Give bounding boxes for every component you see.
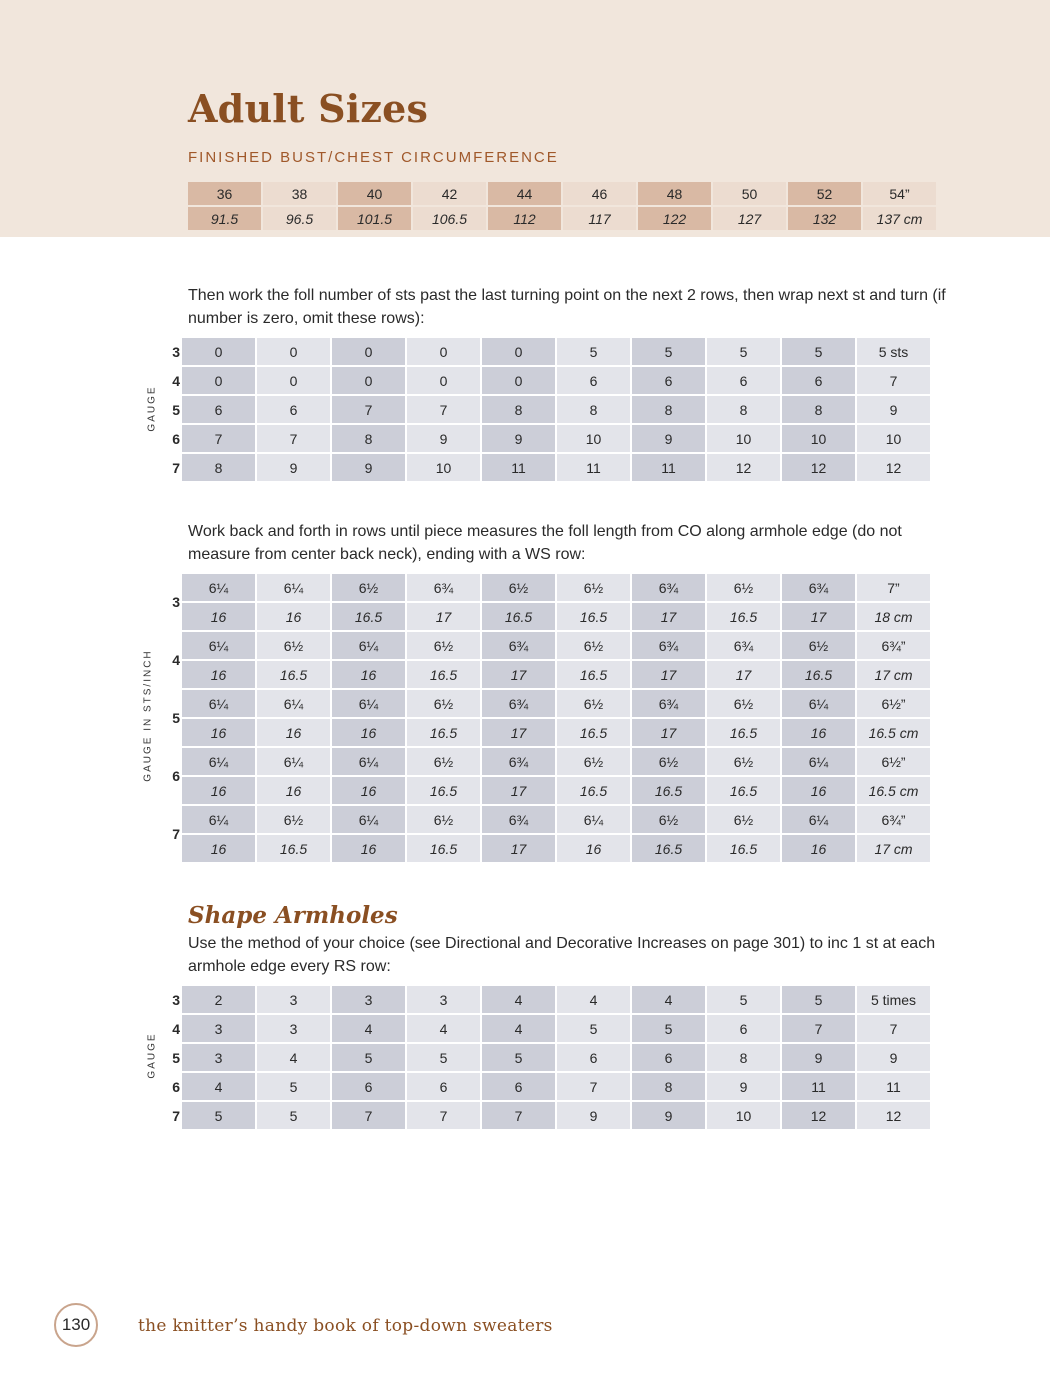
table-cell: 0: [332, 338, 405, 365]
table-cell: 16.5: [707, 835, 780, 862]
table-cell: 5 sts: [857, 338, 930, 365]
size-cell: 46: [563, 182, 636, 205]
table-cell: 16.5: [557, 603, 630, 630]
table-cell: 16.5: [782, 661, 855, 688]
gauge-label: 5: [172, 401, 180, 418]
table-cell: 4: [182, 1073, 255, 1100]
table-row: [166, 454, 930, 481]
table-cell: 5 times: [857, 986, 930, 1013]
table-cell: 6: [482, 1073, 555, 1100]
table-cell: 12: [707, 454, 780, 481]
table-cell: 17: [482, 661, 555, 688]
table-cell: 5: [632, 338, 705, 365]
table-cell: 16.5: [482, 603, 555, 630]
table-cell: 16.5: [407, 777, 480, 804]
table-cell: 5: [332, 1044, 405, 1071]
page-number: 130: [54, 1303, 98, 1347]
table-cell: 12: [782, 1102, 855, 1129]
table2: [164, 572, 932, 864]
table-cell: 0: [257, 338, 330, 365]
table-cell: 0: [182, 367, 255, 394]
table-cell: 7: [407, 396, 480, 423]
table-cell: 6¼: [182, 632, 255, 659]
table-cell: 6½: [632, 806, 705, 833]
table-row-cm: [166, 661, 930, 688]
table-cell: 6½: [782, 632, 855, 659]
size-cell: 40: [338, 182, 411, 205]
table-cell: 6½: [557, 748, 630, 775]
table-cell: 16: [557, 835, 630, 862]
table-cell: 6¼: [257, 690, 330, 717]
table-cell: 16.5: [632, 835, 705, 862]
gauge-label: 5: [172, 1049, 180, 1066]
table-cell: 8: [782, 396, 855, 423]
table-cell: 3: [407, 986, 480, 1013]
table-cell: 10: [782, 425, 855, 452]
table-cell: 17: [632, 603, 705, 630]
table-row: [166, 396, 930, 423]
table-cell: 6¼: [782, 690, 855, 717]
size-table: [186, 180, 938, 232]
table-cell: 17: [707, 661, 780, 688]
size-cell: 44: [488, 182, 561, 205]
table-cell: 16: [782, 777, 855, 804]
size-cell: 38: [263, 182, 336, 205]
table-cell: 17 cm: [857, 661, 930, 688]
table-row: [166, 1073, 930, 1100]
table-cell: 6¾: [632, 632, 705, 659]
table-cell: 16.5: [407, 719, 480, 746]
table-cell: 4: [407, 1015, 480, 1042]
section-heading: Shape Armholes: [188, 902, 398, 929]
table-cell: 6½: [557, 574, 630, 601]
size-cell: 50: [713, 182, 786, 205]
table-cell: 17: [782, 603, 855, 630]
table-cell: 6¾: [707, 632, 780, 659]
size-cell: 96.5: [263, 207, 336, 230]
table-cell: 17: [407, 603, 480, 630]
table-cell: 17: [482, 835, 555, 862]
table-cell: 16: [182, 603, 255, 630]
table-cell: 5: [782, 338, 855, 365]
gauge-label: 5: [172, 710, 180, 726]
table-cell: 16.5: [632, 777, 705, 804]
table-row-cm: [166, 719, 930, 746]
table-cell: 7: [257, 425, 330, 452]
table-cell: 5: [557, 1015, 630, 1042]
table-cell: 10: [707, 425, 780, 452]
table-row: [166, 986, 930, 1013]
table-row-inches: [166, 806, 930, 833]
table-cell: 0: [407, 338, 480, 365]
table-cell: 12: [782, 454, 855, 481]
table-cell: 8: [707, 396, 780, 423]
table-cell: 6: [332, 1073, 405, 1100]
table-cell: 12: [857, 454, 930, 481]
table-cell: 5: [482, 1044, 555, 1071]
size-cell: 122: [638, 207, 711, 230]
table-cell: 16.5: [332, 603, 405, 630]
table-cell: 16.5: [707, 719, 780, 746]
table-cell: 6½: [557, 690, 630, 717]
table-cell: 6½: [482, 574, 555, 601]
table-cell: 16.5: [557, 661, 630, 688]
table-row: [166, 1044, 930, 1071]
table-row-inches: [166, 690, 930, 717]
table-cell: 6¼: [182, 748, 255, 775]
table2-intro: Work back and forth in rows until piece measures the foll length from CO along armhole edge (do not measure from center back neck), ending with a WS row:: [188, 523, 902, 563]
table-cell: 10: [557, 425, 630, 452]
table-cell: 2: [182, 986, 255, 1013]
table-cell: 7: [782, 1015, 855, 1042]
gauge-label: 4: [172, 372, 180, 389]
size-cell: 36: [188, 182, 261, 205]
table-cell: 16: [257, 777, 330, 804]
page-title: Adult Sizes: [188, 86, 429, 131]
table-cell: 16.5: [707, 777, 780, 804]
size-cell: 112: [488, 207, 561, 230]
table-cell: 17: [632, 661, 705, 688]
table-cell: 8: [632, 396, 705, 423]
table-cell: 16.5 cm: [857, 719, 930, 746]
size-cell: 48: [638, 182, 711, 205]
table-cell: 3: [257, 986, 330, 1013]
table-cell: 7: [332, 396, 405, 423]
table-cell: 6¼: [332, 690, 405, 717]
table-cell: 6: [257, 396, 330, 423]
table-cell: 8: [707, 1044, 780, 1071]
gauge-label: 6: [172, 430, 180, 447]
gauge-label: 6: [172, 768, 180, 784]
table-cell: 4: [482, 986, 555, 1013]
table-cell: 6: [632, 1044, 705, 1071]
table-cell: 6¼: [557, 806, 630, 833]
table-cell: 6½: [407, 690, 480, 717]
table-cell: 6: [632, 367, 705, 394]
table-cell: 0: [482, 338, 555, 365]
table-cell: 16: [332, 661, 405, 688]
table-cell: 4: [557, 986, 630, 1013]
table-cell: 16: [257, 719, 330, 746]
table-cell: 16.5: [257, 661, 330, 688]
table-cell: 6¾: [407, 574, 480, 601]
table-cell: 6½: [707, 806, 780, 833]
table1-side-label: GAUGE: [146, 385, 158, 432]
table-cell: 5: [707, 986, 780, 1013]
table-cell: 5: [182, 1102, 255, 1129]
table-cell: 3: [182, 1044, 255, 1071]
table-cell: 16: [182, 661, 255, 688]
table-cell: 6¼: [332, 748, 405, 775]
table-cell: 0: [482, 367, 555, 394]
table-cell: 7”: [857, 574, 930, 601]
table-cell: 16.5 cm: [857, 777, 930, 804]
table-cell: 6½: [707, 574, 780, 601]
table-cell: 3: [257, 1015, 330, 1042]
table-cell: 5: [257, 1102, 330, 1129]
table-cell: 16.5: [707, 603, 780, 630]
table-cell: 9: [632, 425, 705, 452]
table-cell: 9: [257, 454, 330, 481]
table-cell: 5: [557, 338, 630, 365]
table-cell: 7: [857, 1015, 930, 1042]
table-cell: 6: [782, 367, 855, 394]
table-cell: 6: [557, 367, 630, 394]
table-cell: 6¼: [332, 806, 405, 833]
table-cell: 16.5: [407, 661, 480, 688]
table-cell: 7: [482, 1102, 555, 1129]
table-cell: 6: [182, 396, 255, 423]
table-cell: 6: [557, 1044, 630, 1071]
table-row-cm: [166, 777, 930, 804]
table-cell: 9: [332, 454, 405, 481]
table-cell: 9: [557, 1102, 630, 1129]
table-cell: 7: [857, 367, 930, 394]
table-cell: 8: [182, 454, 255, 481]
table-cell: 6¾: [482, 632, 555, 659]
table-cell: 9: [857, 396, 930, 423]
gauge-label: 6: [172, 1078, 180, 1095]
table-row: [166, 1102, 930, 1129]
table-cell: 10: [707, 1102, 780, 1129]
table-cell: 6½: [557, 632, 630, 659]
table-cell: 7: [557, 1073, 630, 1100]
table-cell: 6¼: [182, 574, 255, 601]
table-cell: 7: [407, 1102, 480, 1129]
table-cell: 9: [782, 1044, 855, 1071]
table-cell: 16: [257, 603, 330, 630]
table-cell: 6¾: [632, 574, 705, 601]
table-cell: 6¼: [182, 690, 255, 717]
table-cell: 16.5: [557, 777, 630, 804]
table-cell: 16: [782, 719, 855, 746]
table-cell: 0: [257, 367, 330, 394]
section-subtitle: FINISHED BUST/CHEST CIRCUMFERENCE: [188, 149, 559, 166]
table-cell: 9: [857, 1044, 930, 1071]
size-cell: 137 cm: [863, 207, 936, 230]
table-cell: 6¾”: [857, 632, 930, 659]
table-cell: 0: [332, 367, 405, 394]
gauge-label: 3: [172, 343, 180, 360]
table-cell: 6½”: [857, 748, 930, 775]
table-cell: 5: [782, 986, 855, 1013]
gauge-label: 7: [172, 1107, 180, 1124]
running-footer: the knitter’s handy book of top-down sweaters: [138, 1316, 553, 1336]
table-cell: 6: [707, 1015, 780, 1042]
table-cell: 6: [707, 367, 780, 394]
table-cell: 8: [632, 1073, 705, 1100]
table-cell: 9: [632, 1102, 705, 1129]
table-row-inches: [166, 574, 930, 601]
table-row: [166, 1015, 930, 1042]
gauge-label: 7: [172, 826, 180, 842]
size-row-inches: [188, 182, 936, 205]
table-cell: 16: [782, 835, 855, 862]
size-cell: 91.5: [188, 207, 261, 230]
table-cell: 6¾: [482, 690, 555, 717]
table-cell: 4: [257, 1044, 330, 1071]
size-cell: 52: [788, 182, 861, 205]
table-cell: 12: [857, 1102, 930, 1129]
table-cell: 16.5: [407, 835, 480, 862]
table-cell: 16: [182, 835, 255, 862]
table-cell: 6½: [407, 806, 480, 833]
table-cell: 4: [332, 1015, 405, 1042]
table-cell: 8: [557, 396, 630, 423]
table3-side-label: GAUGE: [146, 1032, 158, 1079]
table-cell: 6½: [257, 632, 330, 659]
size-cell: 127: [713, 207, 786, 230]
table-cell: 5: [707, 338, 780, 365]
table1-intro: Then work the foll number of sts past the last turning point on the next 2 rows, then wrap next st and turn (if number is zero, omit these rows):: [188, 287, 946, 327]
table-cell: 17: [482, 719, 555, 746]
table-cell: 16: [332, 719, 405, 746]
size-cell: 42: [413, 182, 486, 205]
table-cell: 17 cm: [857, 835, 930, 862]
table-cell: 11: [782, 1073, 855, 1100]
table-cell: 0: [182, 338, 255, 365]
table-cell: 6¾: [782, 574, 855, 601]
table-cell: 16.5: [257, 835, 330, 862]
table-cell: 6½”: [857, 690, 930, 717]
table-cell: 17: [632, 719, 705, 746]
table-cell: 5: [407, 1044, 480, 1071]
table-cell: 11: [557, 454, 630, 481]
table-cell: 0: [407, 367, 480, 394]
table-row: [166, 367, 930, 394]
table-cell: 5: [257, 1073, 330, 1100]
table-row-inches: [166, 632, 930, 659]
table-cell: 6½: [707, 690, 780, 717]
table-cell: 6½: [257, 806, 330, 833]
table-cell: 11: [482, 454, 555, 481]
table-cell: 5: [632, 1015, 705, 1042]
table-cell: 3: [332, 986, 405, 1013]
table2-side-label: GAUGE IN STS/INCH: [142, 649, 154, 782]
size-cell: 117: [563, 207, 636, 230]
table3-intro: Use the method of your choice (see Directional and Decorative Increases on page 301) to inc 1 st at each armhole edge every RS row:: [188, 935, 936, 975]
table-cell: 4: [482, 1015, 555, 1042]
gauge-label: 3: [172, 991, 180, 1008]
size-cell: 101.5: [338, 207, 411, 230]
size-cell: 106.5: [413, 207, 486, 230]
gauge-label: 4: [172, 1020, 180, 1037]
table-cell: 6¼: [257, 748, 330, 775]
table3: [164, 984, 932, 1131]
table-cell: 16: [332, 777, 405, 804]
table-cell: 11: [632, 454, 705, 481]
table-row: [166, 338, 930, 365]
table-cell: 8: [332, 425, 405, 452]
table-row: [166, 425, 930, 452]
table-cell: 6: [407, 1073, 480, 1100]
table-cell: 8: [482, 396, 555, 423]
gauge-label: 3: [172, 594, 180, 610]
table-cell: 10: [857, 425, 930, 452]
table-cell: 3: [182, 1015, 255, 1042]
table-cell: 16.5: [557, 719, 630, 746]
table-cell: 17: [482, 777, 555, 804]
table-cell: 6½: [707, 748, 780, 775]
table-cell: 6½: [632, 748, 705, 775]
gauge-label: 7: [172, 459, 180, 476]
table-row-cm: [166, 603, 930, 630]
table-cell: 9: [707, 1073, 780, 1100]
table-cell: 9: [407, 425, 480, 452]
table-cell: 6¼: [182, 806, 255, 833]
table-cell: 6¼: [332, 632, 405, 659]
table-cell: 6½: [407, 748, 480, 775]
table-cell: 16: [182, 719, 255, 746]
size-cell: 132: [788, 207, 861, 230]
table-cell: 6½: [407, 632, 480, 659]
table-cell: 18 cm: [857, 603, 930, 630]
table-cell: 16: [332, 835, 405, 862]
table-row-cm: [166, 835, 930, 862]
table-cell: 7: [332, 1102, 405, 1129]
table-cell: 4: [632, 986, 705, 1013]
table-cell: 6½: [332, 574, 405, 601]
table-cell: 6¼: [782, 748, 855, 775]
table1: [164, 336, 932, 483]
table-cell: 10: [407, 454, 480, 481]
table-cell: 11: [857, 1073, 930, 1100]
size-cell: 54”: [863, 182, 936, 205]
table-cell: 9: [482, 425, 555, 452]
table-row-inches: [166, 748, 930, 775]
table-cell: 6¼: [257, 574, 330, 601]
table-cell: 6¾: [632, 690, 705, 717]
size-row-cm: [188, 207, 936, 230]
table-cell: 16: [182, 777, 255, 804]
table-cell: 6¾”: [857, 806, 930, 833]
table-cell: 7: [182, 425, 255, 452]
gauge-label: 4: [172, 652, 180, 668]
table-cell: 6¼: [782, 806, 855, 833]
table-cell: 6¾: [482, 806, 555, 833]
table-cell: 6¾: [482, 748, 555, 775]
